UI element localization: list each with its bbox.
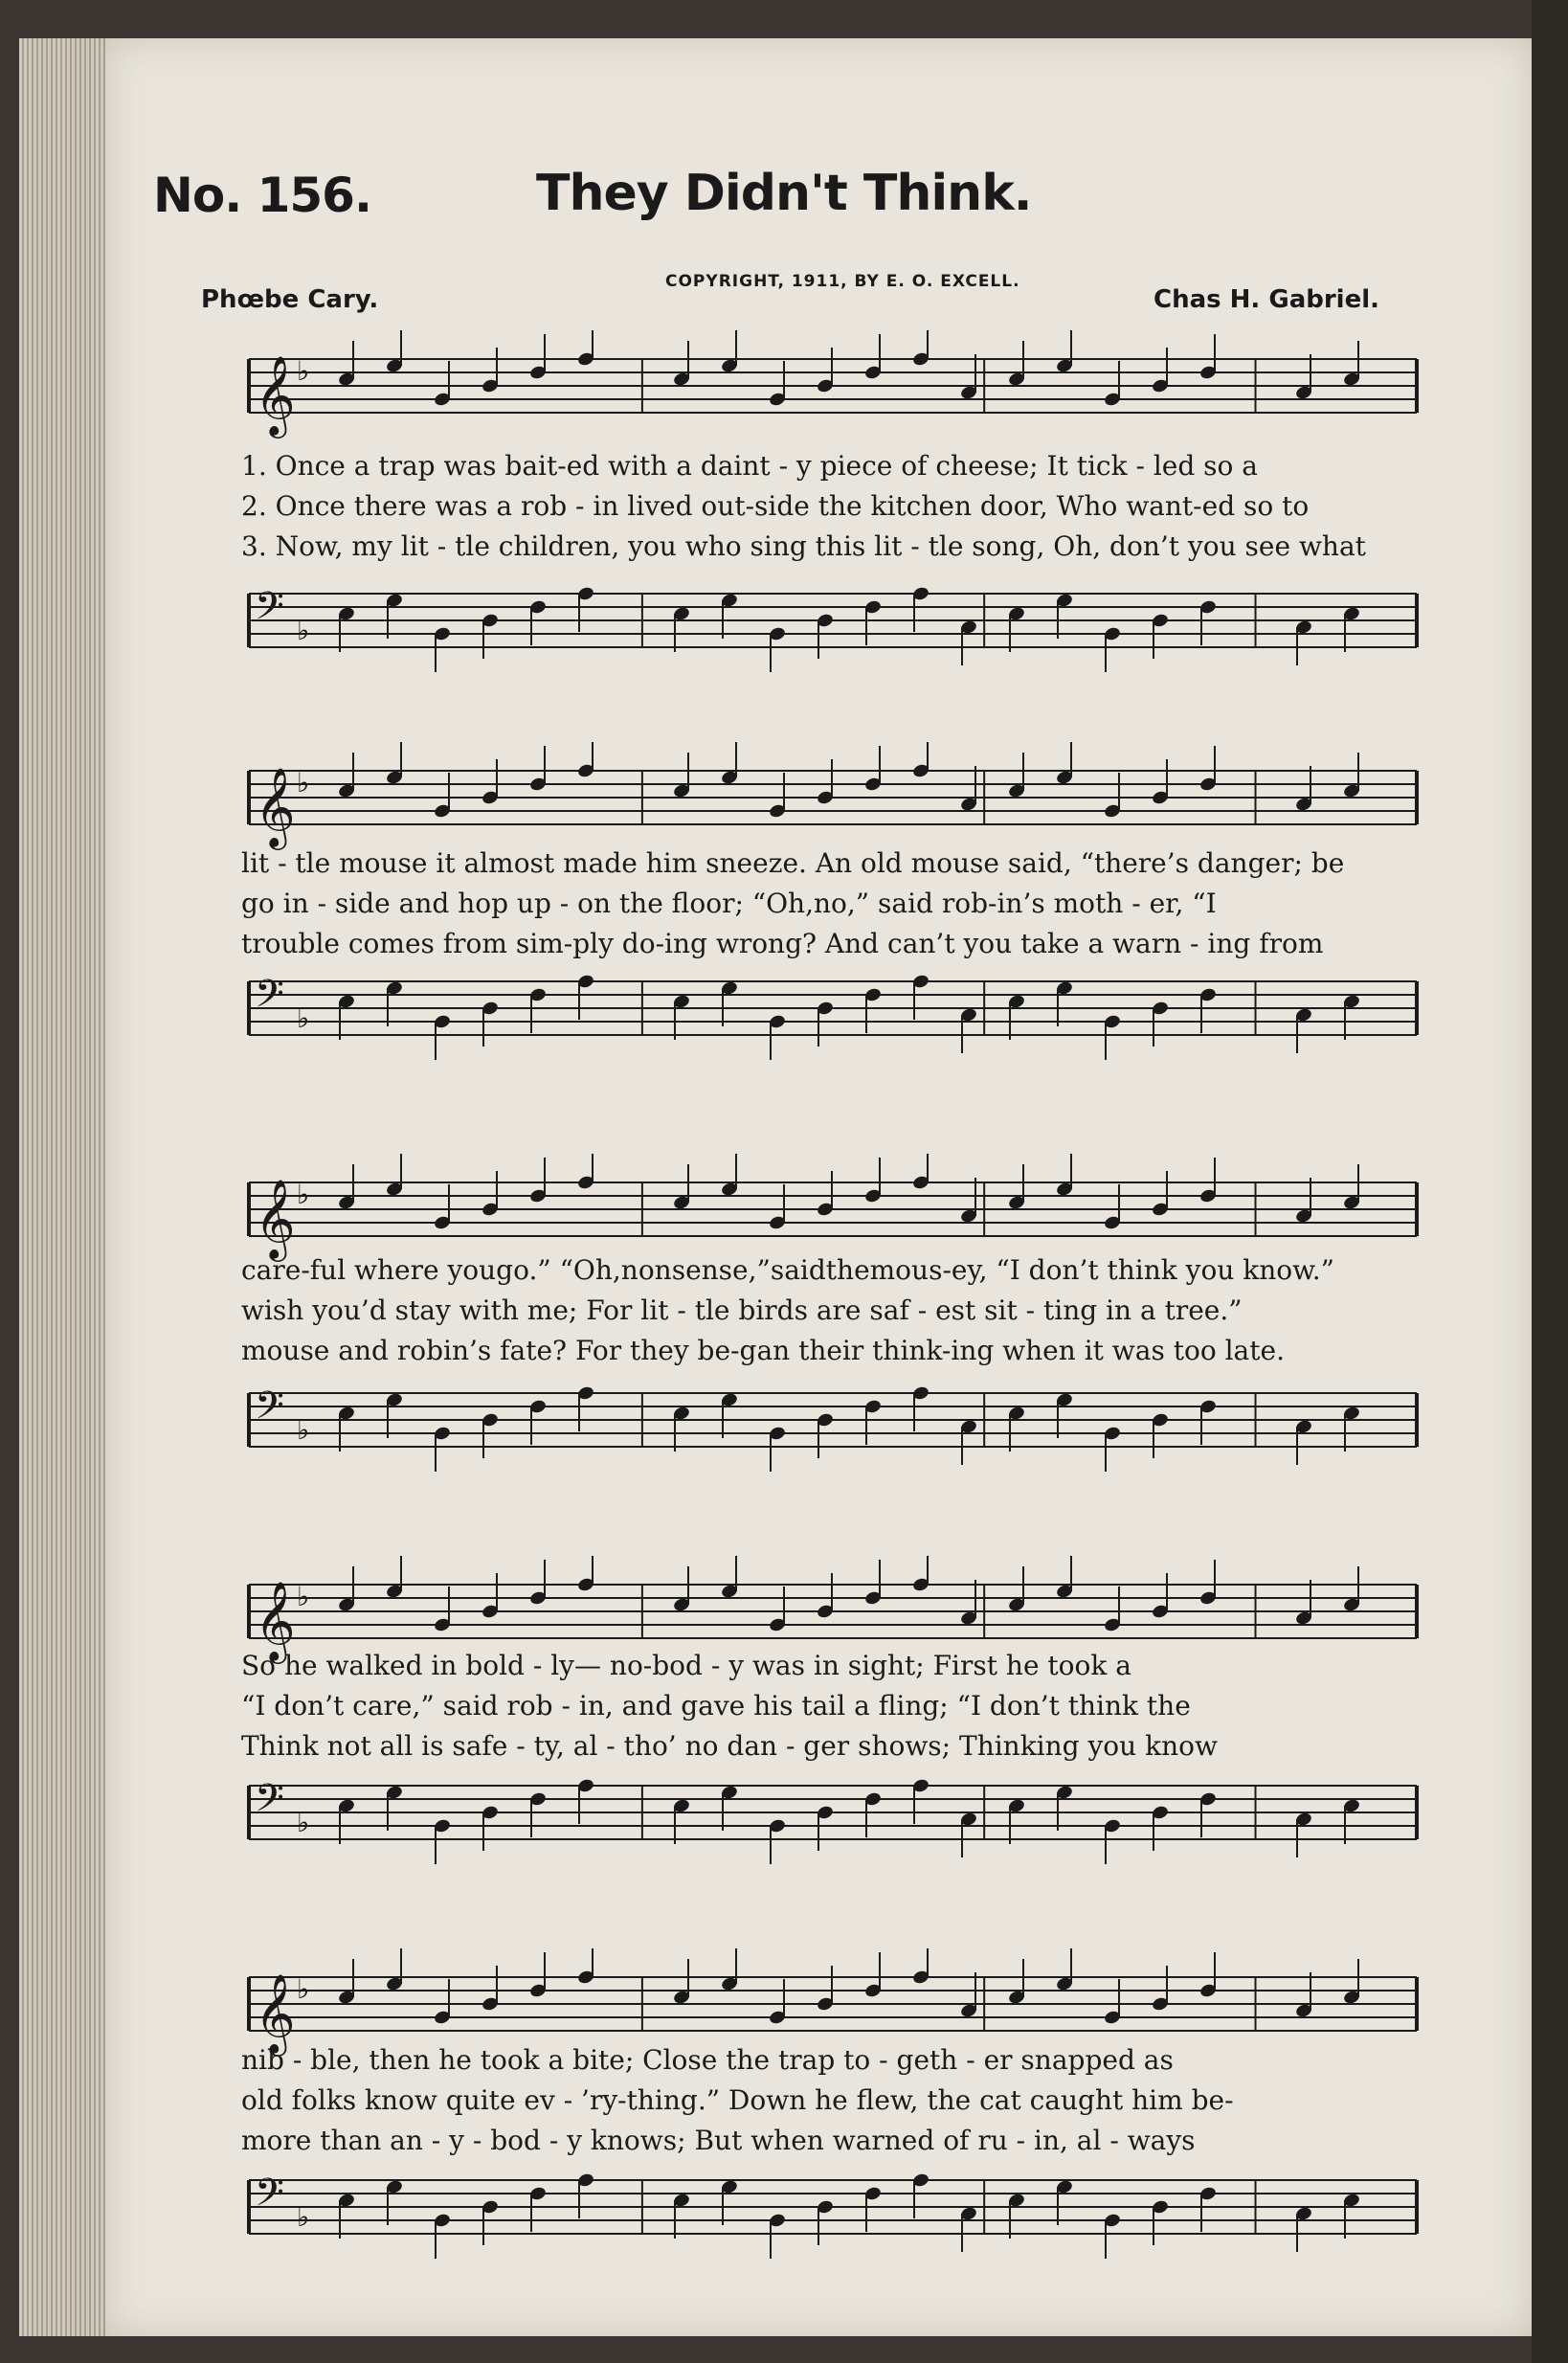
lyric-verse-1: nib - ble, then he took a bite; Close the trap to - geth - er snapped as [241,2044,1174,2076]
bass-staff [241,2161,1421,2266]
flat-icon: ♭ [297,1807,310,1838]
lyric-verse-1: So he walked in bold - ly— no-bod - y was in sight; First he took a [241,1650,1131,1681]
lyric-verse-3: mouse and robin’s fate? For they be-gan their think-ing when it was too late. [241,1335,1285,1366]
music-system-5 [241,1948,1421,2274]
treble-clef-icon: 𝄞 [255,766,296,846]
lyric-verse-1: care-ful where yougo.” “Oh,nonsense,”saidthemous-ey, “I don’t think you know.” [241,1254,1334,1286]
music-system-4 [241,1556,1421,1872]
flat-icon: ♭ [297,615,310,646]
treble-staff [241,330,1421,455]
copyright-notice: COPYRIGHT, 1911, BY E. O. EXCELL. [665,272,1020,291]
lyric-verse-3: trouble comes from sim-ply do-ing wrong? And can’t you take a warn - ing from [241,928,1324,959]
flat-icon: ♭ [297,1581,310,1612]
hymn-number: No. 156. [153,168,371,223]
flat-icon: ♭ [297,1973,310,2005]
lyric-verse-2: wish you’d stay with me; For lit - tle birds are saf - est sit - ting in a tree.” [241,1294,1243,1326]
lyric-verse-1: 1. Once a trap was bait-ed with a daint - y piece of cheese; It tick - led so a [241,450,1259,482]
bass-clef-icon: 𝄢 [255,2171,284,2224]
music-system-1 [241,330,1421,675]
bass-clef-icon: 𝄢 [255,1776,284,1830]
book-spine [1532,0,1568,2363]
treble-clef-icon: 𝄞 [255,354,296,435]
lyric-verse-2: go in - side and hop up - on the floor; “Oh,no,” said rob-in’s moth - er, “I [241,888,1217,919]
bass-staff [241,962,1421,1068]
lyric-verse-2: 2. Once there was a rob - in lived out-side the kitchen door, Who want-ed so to [241,490,1310,522]
lyric-verse-2: old folks know quite ev - ’ry-thing.” Down he flew, the cat caught him be- [241,2084,1234,2116]
flat-icon: ♭ [297,1414,310,1446]
page-edge [19,38,105,2336]
treble-clef-icon: 𝄞 [255,1580,296,1660]
lyric-verse-3: more than an - y - bod - y knows; But when warned of ru - in, al - ways [241,2125,1196,2156]
music-system-3 [241,1154,1421,1470]
treble-clef-icon: 𝄞 [255,1972,296,2053]
music-system-2 [241,742,1421,1058]
bass-staff [241,574,1421,680]
lyric-verse-3: Think not all is safe - ty, al - tho’ no dan - ger shows; Thinking you know [241,1730,1218,1762]
flat-icon: ♭ [297,1002,310,1034]
lyric-verse-1: lit - tle mouse it almost made him sneeze. An old mouse said, “there’s danger; be [241,847,1345,879]
lyricist-credit: Phœbe Cary. [201,285,379,314]
flat-icon: ♭ [297,1179,310,1210]
bass-clef-icon: 𝄢 [255,584,284,638]
bass-staff [241,1767,1421,1872]
hymn-title: They Didn't Think. [536,165,1032,222]
flat-icon: ♭ [297,767,310,799]
bass-staff [241,1374,1421,1479]
bass-clef-icon: 𝄢 [255,1384,284,1437]
bass-clef-icon: 𝄢 [255,972,284,1025]
lyric-verse-2: “I don’t care,” said rob - in, and gave his tail a fling; “I don’t think the [241,1690,1191,1722]
flat-icon: ♭ [297,355,310,387]
lyric-verse-3: 3. Now, my lit - tle children, you who sing this lit - tle song, Oh, don’t you see what [241,530,1366,562]
treble-clef-icon: 𝄞 [255,1178,296,1258]
composer-credit: Chas H. Gabriel. [1154,285,1380,314]
flat-icon: ♭ [297,2201,310,2233]
